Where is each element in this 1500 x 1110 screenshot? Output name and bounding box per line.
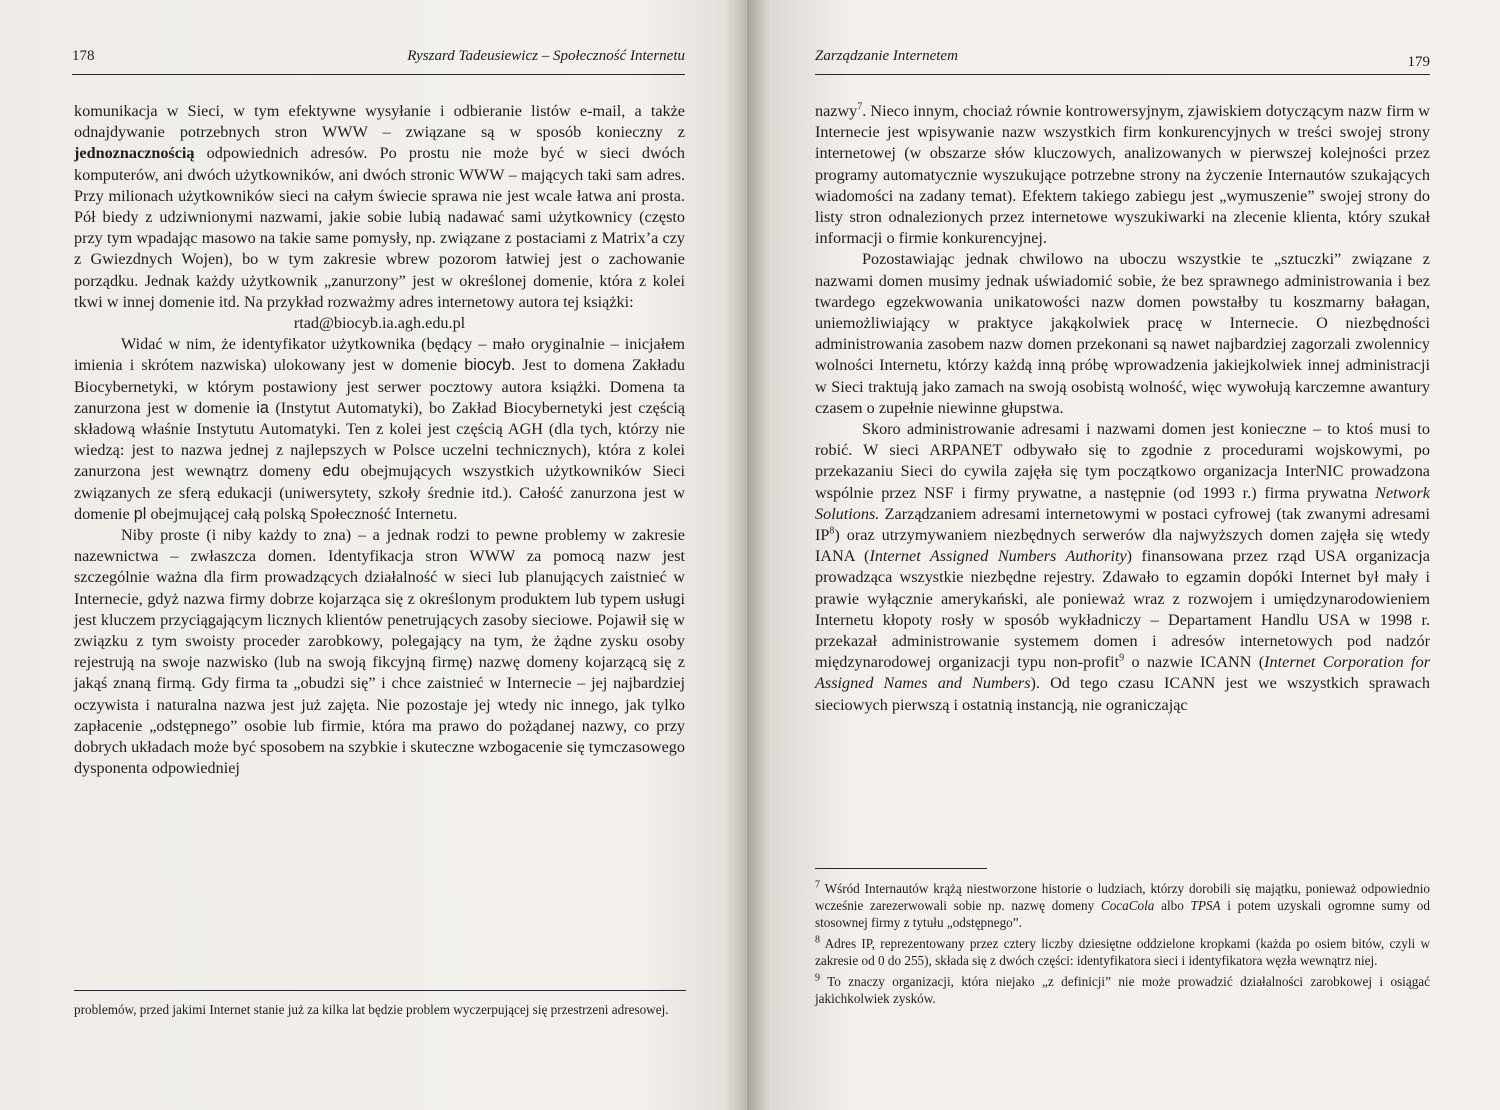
paragraph: Niby proste (i niby każdy to zna) – a jednak rodzi to pewne problemy w zakresie nazewnictwa – zwłaszcza domen. Identyfikacja stron WWW za pomocą nazw jest szczególnie ważna dla firm prowadzących działalność w sieci lub planujących zaistnieć w Internecie, gdyż nazwa firmy dobrze kojarząca się z określonym produktem lub typem usługi jest kluczem przyciągającym licznych klientów penetrujących zasoby sieciowe. Pojawił się w związku z tym swoisty proceder zarobkowy, polegający na tym, że żądne zysku osoby rejestrują na swoje nazwisko (lub na swoją fikcyjną firmę) nazwę domeny kojarzącą się z jakąś znaną firmą. Gdy firma ta „obudzi się” i chce zaistnieć w Internecie – jej najbardziej oczywista i naturalna nazwa jest już zajęta. Nie pozostaje jej wtedy nic innego, jak tylko zapłacenie „odstępnego” osobie lub firmie, która ma prawo do pożądanej nazwy, co przy dobrych układach może być sposobem na szybkie i skuteczne wzbogacenie się tymczasowego dysponenta odpowiedniej (74, 526, 685, 778)
text-run: odpowiednich adresów. Po prostu nie może być w sieci dwóch komputerów, ani dwóch użytkowników, ani dwóch stronic WWW – mających taki sam adres. Przy milionach użytkowników sieci na całym świecie sprawa nie jest wcale łatwa ani prosta. Pół biedy z udziwnionymi nazwami, jakie sobie lubią nadawać sami użytkownicy (często przy tym wpadając masowo na takie same pomysły, np. związane z postaciami z Matrix’a czy z Gwiezdnych Wojen), bo w tym zakresie wbrew pozorom łatwiej jest o zachowanie porządku. Jednak każdy użytkownik „zanurzony” jest w określonej domenie, która z kolei tkwi w innej domenie itd. Na przykład rozważmy adres internetowy autora tej książki: (74, 144, 685, 311)
footnote: problemów, przed jakimi Internet stanie już za kilka lat będzie problem wyczerpującej się przestrzeni adresowej. (74, 1002, 669, 1017)
left-page (0, 0, 747, 1110)
domain-name: ia (256, 398, 269, 417)
emphasis-text: jednoznacznością (74, 144, 195, 163)
text-run: Skoro administrowanie adresami i nazwami domen jest konieczne – to ktoś musi to robić. W sieci ARPANET odbywało się to zgodnie z procedurami wojskowymi, po przekazaniu Sieci do cywila zajęła się tym początkowo organizacja InterNIC prowadzona wspólnie przez NSF i firmy prywatne, a następnie (od 1993 r.) firma prywatna (815, 420, 1430, 502)
footnotes (815, 880, 1430, 1011)
italic-text: Internet Assigned Numbers Authority (869, 547, 1127, 566)
right-page-body (815, 101, 1430, 716)
footnote-9 (815, 973, 1430, 1007)
footnote-divider (815, 868, 987, 869)
text-run: ) oraz utrzymywaniem niezbędnych serwerów dla najwyższych domen zajęła się wtedy IANA ( (815, 526, 1430, 566)
footnote-number: 7 (815, 879, 820, 891)
text-run: Wśród Internautów krążą niestworzone historie o ludziach, którzy dorobili się majątku, ponieważ odpowiednio wcześnie zarezerwowali sobie np. nazwę domeny (815, 881, 1430, 913)
text-run: i potem uzyskali ogromne sumy od stosownej firmy z tytułu „odstępnego”. (815, 898, 1430, 930)
domain-name: edu (322, 462, 350, 481)
left-page-body (74, 101, 685, 780)
italic-text: Network Solutions. (815, 483, 1430, 523)
left-page-header (72, 48, 685, 75)
footnote-marker[interactable]: 9 (1119, 652, 1125, 664)
text-run: Widać w nim, że identyfikator użytkownika (będący – mało oryginalnie – inicjałem imienia i skrótem nazwiska) ulokowany jest w domenie (74, 335, 685, 375)
footnote-divider (74, 990, 686, 991)
text-run: (Instytut Automatyki), bo Zakład Biocybernetyki jest częścią składową właśnie Instytutu Automatyki. Ten z kolei jest częścią AGH (dla tych, którzy nie wiedzą: jest to nazwa jednej z najlepszych w Polsce uczelni technicznych), która z kolei zanurzona jest wewnątrz domeny (74, 398, 685, 481)
footnote-marker[interactable]: 7 (857, 101, 863, 113)
footnote-marker[interactable]: 8 (829, 525, 835, 537)
page-number: 179 (1407, 54, 1430, 70)
italic-text: TPSA (1190, 898, 1221, 913)
footnotes (74, 1001, 685, 1022)
text-run: . Nieco innym, chociaż równie kontrowersyjnym, zjawiskiem dotyczącym nazw firm w Internecie jest wpisywanie nazw wszystkich firm konkurencyjnych w treści swojej strony internetowej (w obszarze słów kluczowych, analizowanych w pierwszej kolejności przez programy automatycznie wyszukujące potrzebne strony na życzenie Internautów szukających wiadomości na zadany temat). Efektem takiego zabiegu jest „wymuszenie” swojej strony do listy stron odnalezionych przez internetowe wyszukiwarki na zlecenie klienta, który szukał informacji o firmie konkurencyjnej. (815, 102, 1430, 248)
italic-text: Internet Corporation for Assigned Names and Numbers (815, 653, 1430, 693)
email-address: rtad@biocyb.ia.agh.edu.pl (293, 314, 466, 333)
paragraph (74, 334, 685, 525)
right-page-header (815, 48, 1430, 75)
domain-name: biocyb (464, 356, 512, 375)
domain-name: pl (133, 504, 147, 523)
text-run: obejmujących wszystkich użytkowników Sieci związanych ze sferą edukacji (uniwersytety, szkoły średnie itd.). Całość zanurzona jest w domenie (74, 462, 685, 523)
text-run: ). Od tego czasu ICANN jest we wszystkich sprawach sieciowych pierwszą i ostatnią instancją, nie ograniczając (815, 674, 1430, 714)
italic-text: CocaCola (1100, 898, 1155, 913)
page-number: 178 (72, 48, 95, 64)
text-run: komunikacja w Sieci, w tym efektywne wysyłanie i odbieranie listów e-mail, a także odnajdywanie potrzebnych stron WWW – związane są w sposób konieczny z (74, 102, 685, 142)
paragraph (815, 419, 1430, 716)
running-title: Zarządzanie Internetem (815, 48, 958, 64)
footnote-number: 9 (815, 972, 820, 984)
running-title: Ryszard Tadeusiewicz – Społeczność Internetu (407, 48, 685, 64)
text-run: To znaczy organizacji, która niejako „z definicji” nie może prowadzić działalności zarobkowej i osiągać jakichkolwiek zysków. (815, 974, 1430, 1006)
right-page (747, 0, 1500, 1110)
text-run: ) finansowana przez rząd USA organizacja prowadząca wszystkie niezbędne rejestry. Zdawało to egzamin dopóki Internet był mały i prawie wyłącznie amerykański, ale ponieważ wraz z rozwojem i umiędzynarodowieniem Internetu kłopoty rosły w sposób wykładniczy – Departament Handlu USA w 1998 r. przekazał administrowanie systemem domen i adresów internetowych pod nadzór międzynarodowej organizacji typu non-profit (815, 547, 1430, 672)
paragraph (74, 101, 685, 313)
text-run: Zarządzaniem adresami internetowymi w postaci cyfrowej (tak zwanymi adresami IP (815, 504, 1430, 545)
paragraph: Pozostawiając jednak chwilowo na uboczu wszystkie te „sztuczki” związane z nazwami domen musimy jednak uświadomić sobie, że bez sprawnego administrowania i bez twardego egzekwowania unikatowości nazw domen powstałby tu koszmarny bałagan, uniemożliwiający w praktyce jakąkolwiek pracę w Internecie. O niezbędności administrowania zasobem nazw domen przekonani są nawet najbardziej zagorzali zwolennicy wolności Internetu, którzy każdą inną próbę wprowadzenia jakiejkolwiek innej administracji w Sieci traktują jako zamach na swoją osobistą wolność, więc wywołują karczemne awantury czasem o zupełnie niewinne głupstwa. (815, 250, 1430, 417)
text-run: obejmującej całą polską Społeczność Internetu. (146, 504, 458, 523)
text-run: . Jest to domena Zakładu Biocybernetyki, w którym postawiony jest serwer pocztowy autora książki. Domena ta zanurzona jest w domenie (74, 356, 685, 417)
footnote-7 (815, 880, 1430, 931)
text-run: Adres IP, reprezentowany przez cztery liczby dziesiętne oddzielone kropkami (każda po osiem bitów, czyli w zakresie od 0 do 255), składa się z dwóch części: identyfikatora sieci i identyfikatora węzła wewnątrz niej. (815, 936, 1430, 968)
text-run: o nazwie ICANN ( (1124, 653, 1265, 672)
paragraph (815, 101, 1430, 249)
footnote-8 (815, 935, 1430, 969)
footnote-number: 8 (815, 934, 820, 946)
text-run: albo (1154, 898, 1191, 913)
text-run: nazwy (815, 102, 858, 120)
